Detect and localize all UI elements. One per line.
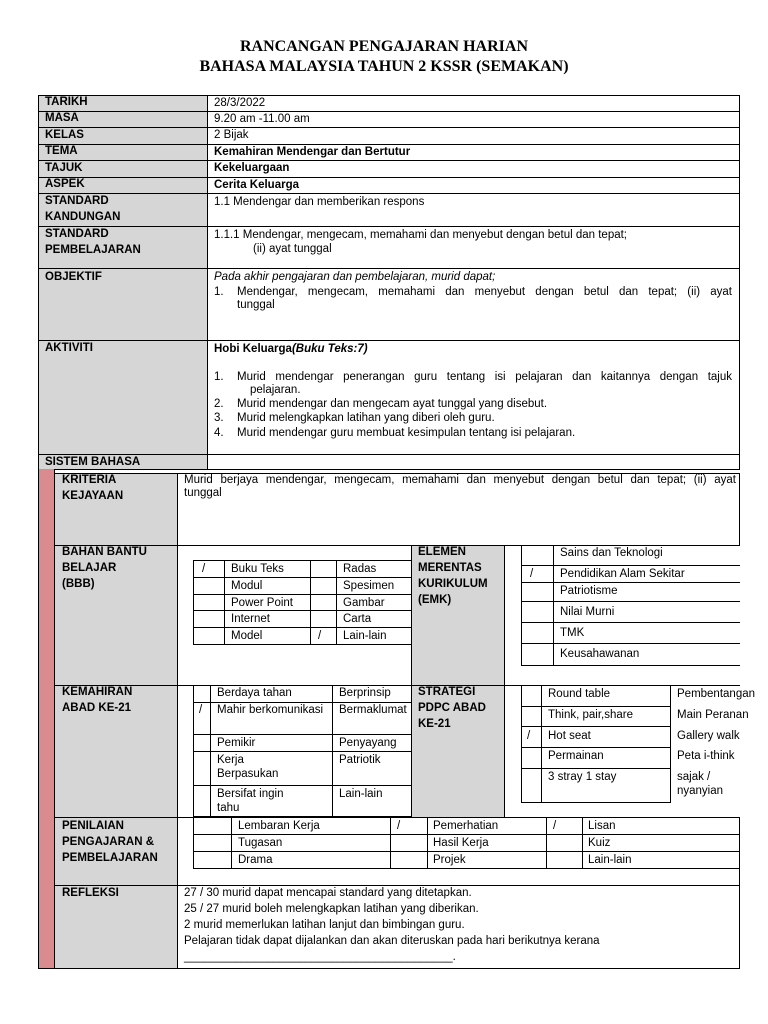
abad21-check-berkomunikasi: / <box>199 704 203 716</box>
penilaian-label-1: PENILAIAN <box>62 820 124 832</box>
refleksi-line-4: Pelajaran tidak dapat dijalankan dan akan diteruskan pada hari berikutnya kerana <box>184 935 600 947</box>
strategi-think-pair-share: Think, pair,share <box>548 709 634 721</box>
aktiviti-item-3: Murid melengkapkan latihan yang diberi oleh guru. <box>237 412 495 424</box>
objektif-num: 1. <box>214 286 224 298</box>
tema-label: TEMA <box>45 145 78 157</box>
aktiviti-num-3: 3. <box>214 412 224 424</box>
penilaian-lain-lain: Lain-lain <box>588 854 632 866</box>
aktiviti-label: AKTIVITI <box>45 342 93 354</box>
aspek-value: Cerita Keluarga <box>214 179 300 191</box>
emk-label-2: MERENTAS <box>418 562 482 574</box>
abad21-penyayang: Penyayang <box>339 737 397 749</box>
sp-label-1: STANDARD <box>45 228 109 240</box>
bbb-check-buku-teks: / <box>202 563 206 575</box>
objektif-item-line1: Mendengar, mengecam, memahami dan menyebut dengan betul dan tepat; (ii) ayat <box>237 286 732 298</box>
emk-label-4: (EMK) <box>418 594 452 606</box>
masa-value: 9.20 am -11.00 am <box>214 113 310 125</box>
bbb-power-point: Power Point <box>231 597 294 609</box>
refleksi-line-1: 27 / 30 murid dapat mencapai standard yang ditetapkan. <box>184 887 472 899</box>
kriteria-label-2: KEJAYAAN <box>62 490 124 502</box>
emk-label-1: ELEMEN <box>418 546 466 558</box>
strategi-label-1: STRATEGI <box>418 686 476 698</box>
strategi-3-stray-1-stay: 3 stray 1 stay <box>548 771 617 783</box>
strategi-check-hot-seat: / <box>527 730 531 742</box>
bbb-check-lain-lain: / <box>318 630 322 642</box>
abad21-lain-lain: Lain-lain <box>339 788 383 800</box>
penilaian-label-2: PENGAJARAN & <box>62 836 155 848</box>
kelas-value: 2 Bijak <box>214 129 249 141</box>
abad21-label-2: ABAD KE-21 <box>62 702 132 714</box>
tarikh-value: 28/3/2022 <box>214 97 266 109</box>
sp-value-1: 1.1.1 Mendengar, mengecam, memahami dan menyebut dengan betul dan tepat; <box>214 229 627 241</box>
aktiviti-item-4: Murid mendengar guru membuat kesimpulan tentang isi pelajaran. <box>237 427 576 439</box>
aktiviti-num-1: 1. <box>214 371 224 383</box>
sk-label-1: STANDARD <box>45 195 109 207</box>
abad21-patriotik: Patriotik <box>339 754 381 766</box>
objektif-intro: Pada akhir pengajaran dan pembelajaran, murid dapat; <box>214 271 496 283</box>
emk-keusahawanan: Keusahawanan <box>560 648 640 660</box>
objektif-item-line2: tunggal <box>237 299 275 311</box>
sk-value: 1.1 Mendengar dan memberikan respons <box>214 196 425 208</box>
sk-label-2: KANDUNGAN <box>45 211 121 223</box>
objektif-label: OBJEKTIF <box>45 271 102 283</box>
kriteria-value-2: tunggal <box>184 487 222 499</box>
bbb-spesimen: Spesimen <box>343 580 395 592</box>
sp-label-2: PEMBELAJARAN <box>45 244 141 256</box>
penilaian-check-lisan: / <box>553 820 557 832</box>
penilaian-kuiz: Kuiz <box>588 837 611 849</box>
kriteria-label-1: KRITERIA <box>62 474 117 486</box>
penilaian-lembaran-kerja: Lembaran Kerja <box>238 820 320 832</box>
emk-tmk: TMK <box>560 627 585 639</box>
abad21-mahir-berkomunikasi: Mahir berkomunikasi <box>217 704 324 716</box>
emk-check-alam-sekitar: / <box>530 568 534 580</box>
aktiviti-heading-ref: (Buku Teks:7) <box>291 343 368 355</box>
tarikh-label: TARIKH <box>45 96 88 108</box>
aktiviti-heading <box>214 342 368 357</box>
aktiviti-num-4: 4. <box>214 427 224 439</box>
pink-strip <box>38 469 54 969</box>
strategi-label-2: PDPC ABAD <box>418 702 486 714</box>
sp-value-2: (ii) ayat tunggal <box>253 243 332 255</box>
refleksi-line-2: 25 / 27 murid boleh melengkapkan latihan yang diberikan. <box>184 903 479 915</box>
bbb-carta: Carta <box>343 613 372 625</box>
kelas-label: KELAS <box>45 129 84 141</box>
penilaian-lisan: Lisan <box>588 820 616 832</box>
aktiviti-item-2: Murid mendengar dan mengecam ayat tunggal yang disebut. <box>237 398 548 410</box>
document-subtitle: BAHASA MALAYSIA TAHUN 2 KSSR (SEMAKAN) <box>199 58 569 75</box>
abad21-ingin-tahu: Bersifat ingin tahu <box>217 788 284 814</box>
emk-label-3: KURIKULUM <box>418 578 488 590</box>
refleksi-label: REFLEKSI <box>62 887 119 899</box>
abad21-kerja-berpasukan: Kerja Berpasukan <box>217 754 279 780</box>
emk-alam-sekitar: Pendidikan Alam Sekitar <box>560 568 685 580</box>
abad21-pemikir: Pemikir <box>217 737 256 749</box>
bbb-radas: Radas <box>343 563 377 575</box>
bbb-model: Model <box>231 630 263 642</box>
bbb-modul: Modul <box>231 580 263 592</box>
refleksi-line-3: 2 murid memerlukan latihan lanjut dan bimbingan guru. <box>184 919 465 931</box>
strategi-pembentangan: Pembentangan <box>677 688 756 700</box>
refleksi-line-5: __________________________________________. <box>184 951 456 963</box>
aktiviti-heading-title: Hobi Keluarga <box>214 343 292 355</box>
strategi-sajak-nyanyian: sajak / nyanyian <box>677 771 724 797</box>
document-title: RANCANGAN PENGAJARAN HARIAN <box>240 38 528 55</box>
bbb-label-2: BELAJAR <box>62 562 117 574</box>
tajuk-label: TAJUK <box>45 162 83 174</box>
emk-sains-teknologi: Sains dan Teknologi <box>560 547 663 559</box>
strategi-main-peranan: Main Peranan <box>677 709 749 721</box>
bbb-gambar: Gambar <box>343 597 385 609</box>
abad21-berdaya-tahan: Berdaya tahan <box>217 687 292 699</box>
emk-patriotisme: Patriotisme <box>560 585 618 597</box>
tajuk-value: Kekeluargaan <box>214 162 290 174</box>
masa-label: MASA <box>45 112 79 124</box>
abad21-label-1: KEMAHIRAN <box>62 686 133 698</box>
strategi-label-3: KE-21 <box>418 718 451 730</box>
penilaian-drama: Drama <box>238 854 273 866</box>
tema-value: Kemahiran Mendengar dan Bertutur <box>214 146 411 158</box>
strategi-round-table: Round table <box>548 688 611 700</box>
bbb-label-3: (BBB) <box>62 578 95 590</box>
penilaian-hasil-kerja: Hasil Kerja <box>433 837 489 849</box>
abad21-bermaklumat: Bermaklumat <box>339 704 407 716</box>
bbb-buku-teks: Buku Teks <box>231 563 284 575</box>
penilaian-pemerhatian: Pemerhatian <box>433 820 499 832</box>
strategi-peta-i-think: Peta i-think <box>677 750 735 762</box>
aktiviti-num-2: 2. <box>214 398 224 410</box>
abad21-berprinsip: Berprinsip <box>339 687 391 699</box>
penilaian-label-3: PEMBELAJARAN <box>62 852 158 864</box>
sistem-bahasa-label: SISTEM BAHASA <box>45 456 141 468</box>
penilaian-tugasan: Tugasan <box>238 837 283 849</box>
bbb-internet: Internet <box>231 613 270 625</box>
strategi-permainan: Permainan <box>548 750 604 762</box>
aktiviti-item-1-line1: Murid mendengar penerangan guru tentang isi pelajaran dan kaitannya dengan tajuk <box>237 371 732 383</box>
aspek-label: ASPEK <box>45 178 85 190</box>
emk-nilai-murni: Nilai Murni <box>560 606 615 618</box>
bbb-label-1: BAHAN BANTU <box>62 546 147 558</box>
strategi-gallery-walk: Gallery walk <box>677 730 740 742</box>
penilaian-check-pemerhatian: / <box>397 820 401 832</box>
kriteria-value-1: Murid berjaya mendengar, mengecam, memahami dan menyebut dengan betul dan tepat; (ii) ayat <box>184 474 736 486</box>
penilaian-projek: Projek <box>433 854 466 866</box>
strategi-hot-seat: Hot seat <box>548 730 591 742</box>
bbb-lain-lain: Lain-lain <box>343 630 387 642</box>
aktiviti-item-1-line2: pelajaran. <box>250 384 301 396</box>
